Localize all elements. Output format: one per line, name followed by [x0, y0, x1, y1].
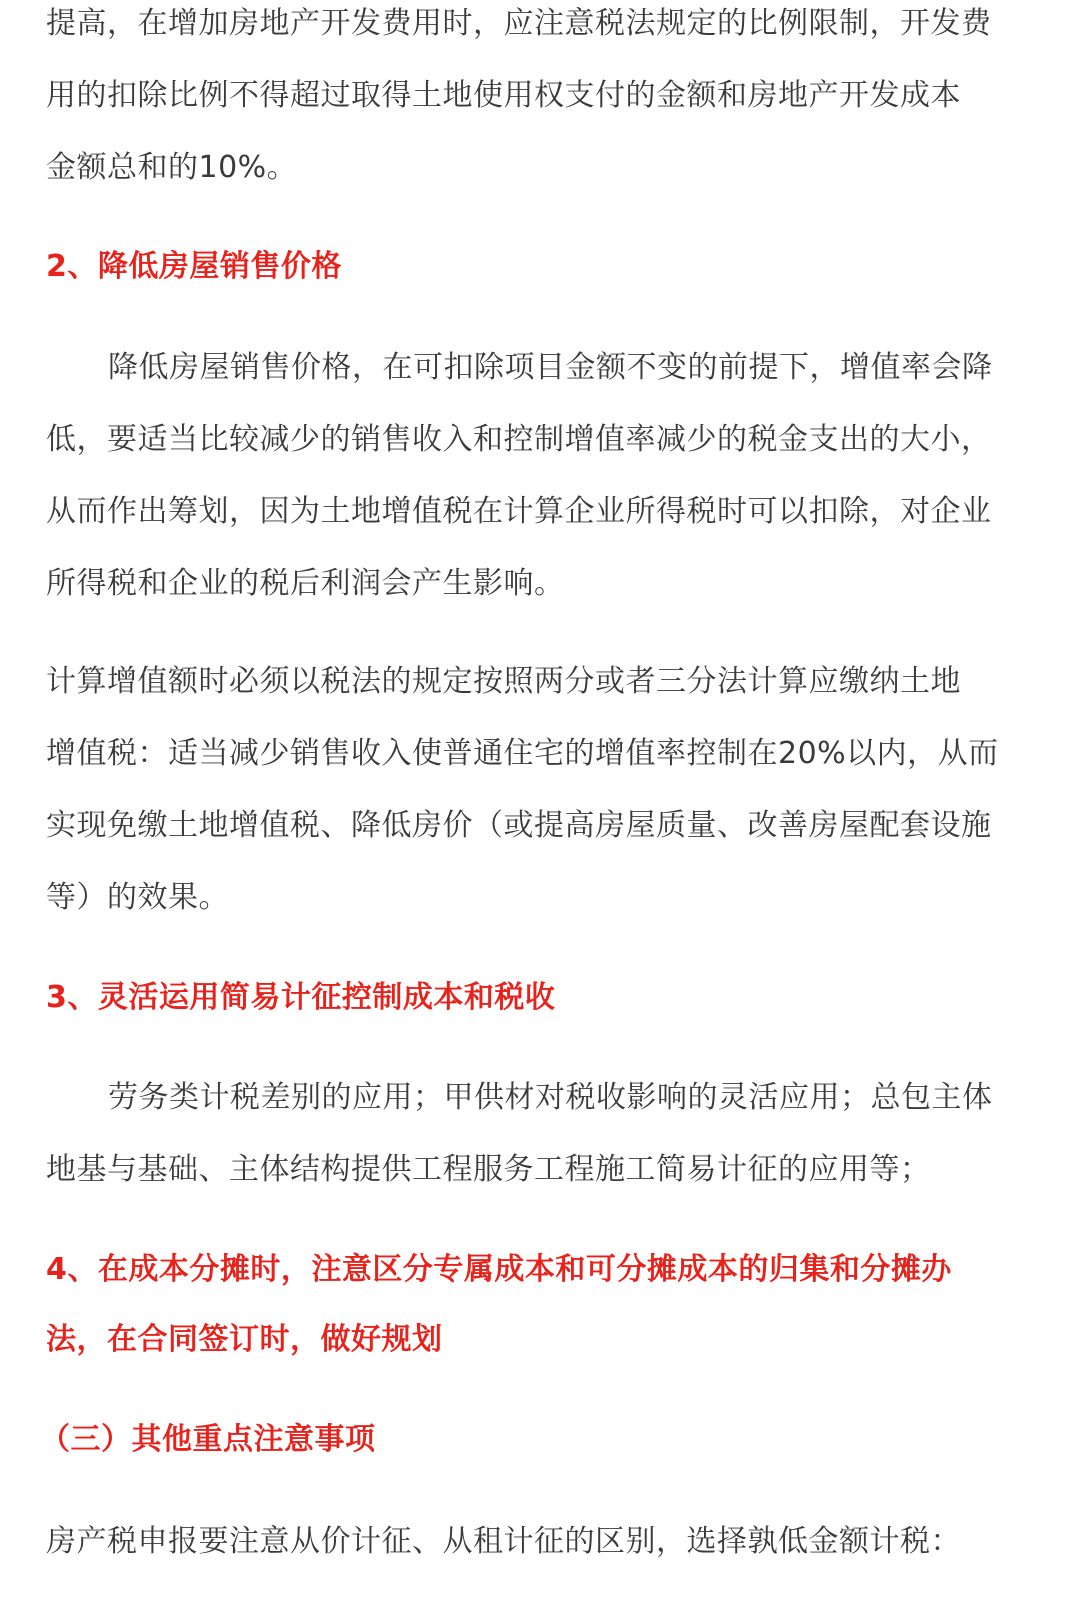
section-heading-other: （三）其他重点注意事项: [40, 1422, 376, 1457]
paragraph-line: 等）的效果。: [46, 880, 229, 915]
paragraph-line: 计算增值额时必须以税法的规定按照两分或者三分法计算应缴纳土地: [46, 664, 961, 699]
paragraph-line: 实现免缴土地增值税、降低房价（或提高房屋质量、改善房屋配套设施: [46, 808, 992, 843]
paragraph-line: 降低房屋销售价格，在可扣除项目金额不变的前提下，增值率会降: [108, 350, 993, 385]
paragraph-line: 提高，在增加房地产开发费用时，应注意税法规定的比例限制，开发费: [46, 6, 992, 41]
paragraph-line: 金额总和的10%。: [46, 150, 298, 185]
paragraph-line: 劳务类计税差别的应用；甲供材对税收影响的灵活应用；总包主体: [108, 1080, 993, 1115]
section-heading-3: 3、灵活运用简易计征控制成本和税收: [46, 980, 556, 1015]
paragraph-line: 低，要适当比较减少的销售收入和控制增值率减少的税金支出的大小，: [46, 422, 992, 457]
paragraph-line: 增值税：适当减少销售收入使普通住宅的增值率控制在20%以内，从而: [46, 736, 999, 771]
section-heading-2: 2、降低房屋销售价格: [46, 249, 342, 284]
paragraph-line: 从而作出筹划，因为土地增值税在计算企业所得税时可以扣除，对企业: [46, 494, 992, 529]
paragraph-line: 用的扣除比例不得超过取得土地使用权支付的金额和房地产开发成本: [46, 78, 961, 113]
paragraph-line: 所得税和企业的税后利润会产生影响。: [46, 566, 565, 601]
paragraph-line: 地基与基础、主体结构提供工程服务工程施工简易计征的应用等；: [46, 1152, 931, 1187]
paragraph-line: 房产税申报要注意从价计征、从租计征的区别，选择孰低金额计税：: [46, 1524, 961, 1559]
section-heading-4: 4、在成本分摊时，注意区分专属成本和可分摊成本的归集和分摊办: [46, 1252, 952, 1287]
section-heading-4-cont: 法，在合同签订时，做好规划: [46, 1322, 443, 1357]
